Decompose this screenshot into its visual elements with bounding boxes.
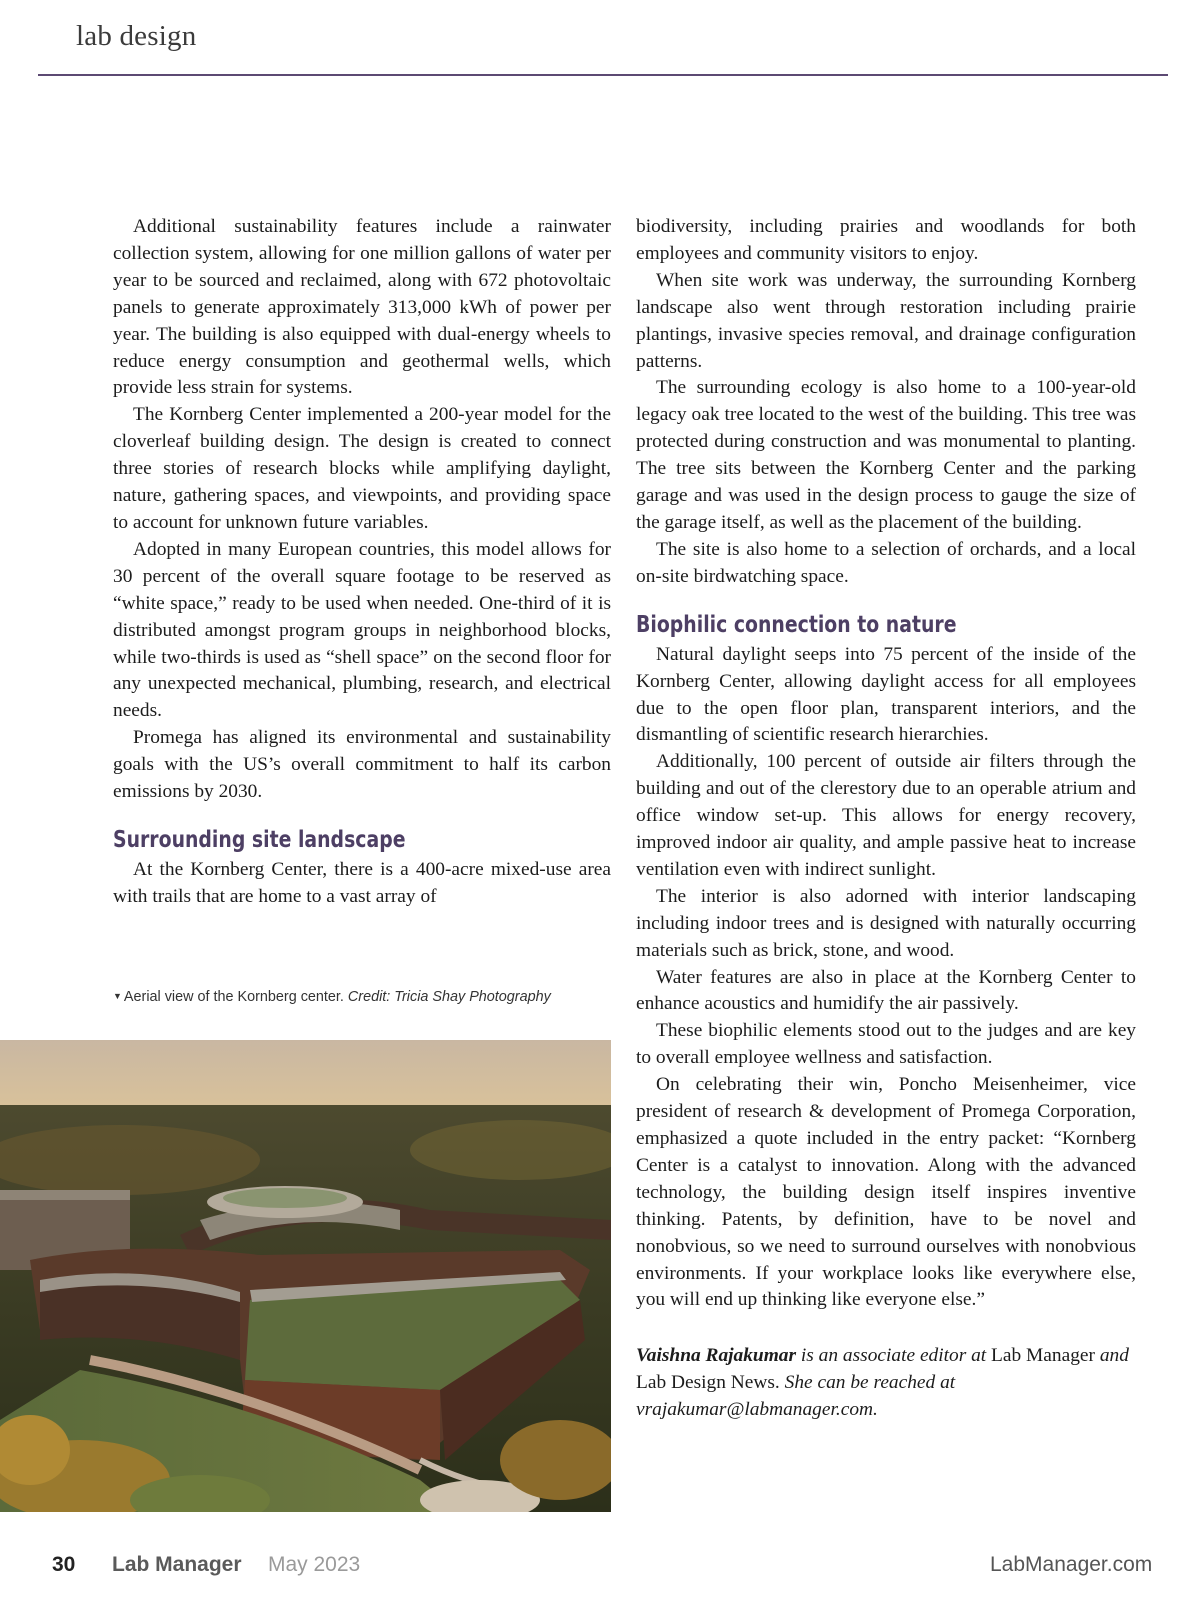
right-paragraph-7: The interior is also adorned with interior landscaping including indoor trees and is designed with naturally occurring materials such as brick, stone, and wood. bbox=[636, 885, 1136, 961]
publication-lab-design-news: Lab Design News. bbox=[636, 1372, 780, 1394]
right-paragraph-10: On celebrating their win, Poncho Meisenheimer, vice president of research & development of Promega Corporation, emphasized a quote included in the entry packet: “Kornberg Center is a catalyst to innovation. Along with the advanced technology, the building design itself inspires inventive thinking. Patents, by definition, have to be novel and nonobvious, so we need to surround ourselves with nonobvious environments. If your workplace looks like everywhere else, you will end up thinking like everyone else.” bbox=[636, 1074, 1136, 1311]
magazine-name: Lab Manager bbox=[112, 1553, 242, 1576]
heading-surrounding-site-landscape: Surrounding site landscape bbox=[113, 826, 406, 853]
byline-and: and bbox=[1099, 1345, 1129, 1367]
author-name: Vaishna Rajakumar bbox=[636, 1345, 797, 1367]
aerial-photo bbox=[0, 1040, 611, 1512]
left-paragraph-3: Adopted in many European countries, this model allows for 30 percent of the overall square footage to be reserved as “white space,” ready to be used when needed. One-third of it is distributed amongst program groups in neighborhood blocks, while two-thirds is used as “shell space” on the second floor for any unexpected mechanical, plumbing, research, and electrical needs. bbox=[113, 538, 611, 722]
author-role: is an associate editor at bbox=[800, 1345, 987, 1367]
header-divider bbox=[38, 74, 1168, 76]
right-paragraph-9: These biophilic elements stood out to the judges and are key to overall employee wellness and satisfaction. bbox=[636, 1020, 1136, 1069]
right-paragraph-1: biodiversity, including prairies and woodlands for both employees and community visitors to enjoy. bbox=[636, 216, 1136, 264]
right-paragraph-2: When site work was underway, the surrounding Kornberg landscape also went through restoration including prairie plantings, invasive species removal, and drainage configuration patterns. bbox=[636, 269, 1136, 372]
right-paragraph-5: Natural daylight seeps into 75 percent of the inside of the Kornberg Center, allowing daylight access for all employees due to the open floor plan, transparent interiors, and the dismantling of scientific research hierarchies. bbox=[636, 643, 1136, 746]
section-label: lab design bbox=[76, 20, 197, 52]
right-paragraph-3: The surrounding ecology is also home to a 100-year-old legacy oak tree located to the west of the building. This tree was protected during construction and was monumental to planting. The tree sits between the Kornberg Center and the parking garage and was used in the design process to gauge the size of the garage itself, as well as the placement of the building. bbox=[636, 377, 1136, 533]
author-contact: She can be reached at vrajakumar@labmanager.com. bbox=[636, 1372, 956, 1421]
left-paragraph-1: Additional sustainability features include a rainwater collection system, allowing for one million gallons of water per year to be sourced and reclaimed, along with 672 photovoltaic panels to generate approximately 313,000 kWh of power per year. The building is also equipped with dual-energy wheels to reduce energy consumption and geothermal wells, which provide less strain for systems. bbox=[113, 216, 611, 399]
right-paragraph-8: Water features are also in place at the Kornberg Center to enhance acoustics and humidify the air passively. bbox=[636, 966, 1136, 1015]
caption-text: Aerial view of the Kornberg center. bbox=[123, 989, 344, 1005]
caption-arrow-icon: ▼ bbox=[113, 991, 122, 1001]
right-paragraph-4: The site is also home to a selection of orchards, and a local on-site birdwatching space. bbox=[636, 538, 1136, 587]
publication-lab-manager: Lab Manager bbox=[991, 1345, 1095, 1367]
photo-caption bbox=[113, 988, 583, 1006]
issue-date: May 2023 bbox=[268, 1553, 361, 1576]
left-paragraph-2: The Kornberg Center implemented a 200-year model for the cloverleaf building design. The design is created to connect three stories of research blocks while amplifying daylight, nature, gathering spaces, and viewpoints, and providing space to account for unknown future variables. bbox=[113, 404, 611, 533]
heading-biophilic-connection: Biophilic connection to nature bbox=[636, 611, 957, 638]
right-column bbox=[636, 214, 1136, 1424]
left-paragraph-5: At the Kornberg Center, there is a 400-acre mixed-use area with trails that are home to a vast array of bbox=[113, 858, 611, 907]
author-byline bbox=[636, 1343, 1136, 1424]
left-paragraph-4: Promega has aligned its environmental and sustainability goals with the US’s overall commitment to half its carbon emissions by 2030. bbox=[113, 727, 611, 803]
page-number: 30 bbox=[52, 1553, 76, 1576]
website-link[interactable]: LabManager.com bbox=[990, 1553, 1153, 1576]
left-column bbox=[113, 214, 611, 911]
right-paragraph-6: Additionally, 100 percent of outside air filters through the building and out of the clerestory due to an operable atrium and office window set-up. This allows for energy recovery, improved indoor air quality, and ample passive heat to increase ventilation even with indirect sunlight. bbox=[636, 751, 1136, 880]
caption-credit: Credit: Tricia Shay Photography bbox=[347, 989, 551, 1005]
